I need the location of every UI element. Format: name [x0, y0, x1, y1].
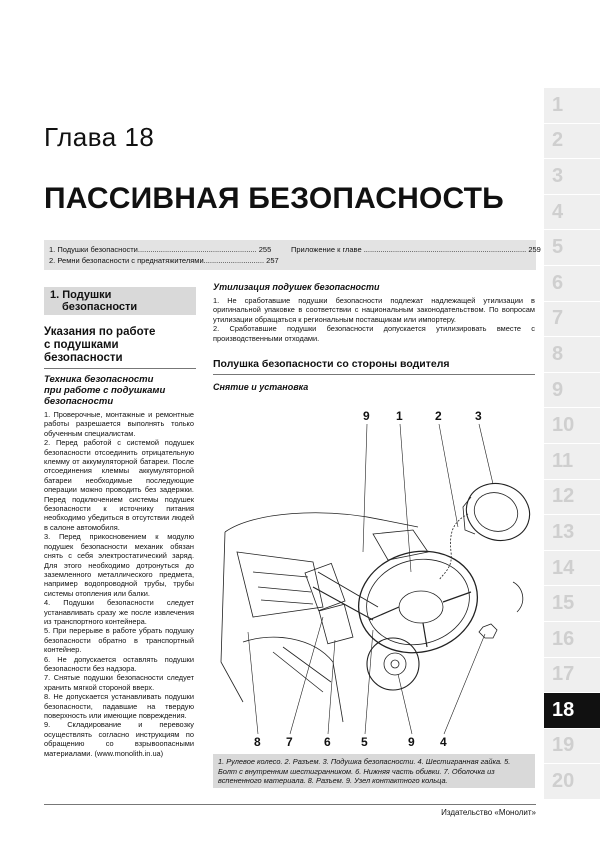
section-title-line: безопасности — [62, 301, 138, 313]
paragraph: 1. Не сработавшие подушки безопасности подлежат надлежащей утилизации в оригинальной упаковке в соответствии с национальным законодательством. По вопросам утилизации обращаться к региональным поставщикам или импортеру. — [213, 296, 535, 324]
disposal-section — [213, 282, 535, 343]
hex-nut — [479, 624, 497, 638]
paragraph: 9. Складирование и перевозку осуществлять согласно инструкциям по обращению со взрывоопасными материалами. (www.monolith.in.ua) — [44, 720, 194, 758]
section-title-line: 1. Подушки — [50, 289, 112, 301]
toc-item-page: 255 — [258, 245, 272, 254]
paragraph: 3. Перед прикосновением к модулю подушек безопасности механик обязан снять с себя электростатический заряд. Для этого необходимо дотронуться до заземленного металлического предмета, например водопроводной трубы, трубы системы отопления или балки. — [44, 532, 194, 598]
chapter-tab[interactable]: 8 — [544, 337, 600, 373]
stalk-switch — [513, 582, 523, 612]
disposal-heading: Утилизация подушек безопасности — [213, 282, 380, 292]
chapter-tab[interactable]: 20 — [544, 764, 600, 800]
heading-line: безопасности — [44, 352, 123, 364]
paragraph: 6. Не допускается оставлять подушки безопасности без надзора. — [44, 654, 194, 673]
subheading-line: при работе с подушками — [44, 385, 166, 396]
steering-wheel-rim — [347, 538, 489, 666]
heading-line: Указания по работе — [44, 326, 156, 338]
dashboard-outline — [225, 513, 418, 532]
divider — [44, 368, 196, 369]
chapter-tab[interactable]: 9 — [544, 373, 600, 409]
figure-caption: 1. Рулевое колесо. 2. Разъем. 3. Подушка безопасности. 4. Шестигранная гайка. 5. Болт с внутренним шестигранником. 6. Нижняя часть обивки. 7. Оболочка из вспененного материала. 8. Разъем. 9. Узел контактного кольца. — [213, 754, 535, 788]
chapter-tab[interactable]: 4 — [544, 195, 600, 231]
chapter-tab[interactable]: 2 — [544, 124, 600, 160]
chapter-tab[interactable]: 10 — [544, 408, 600, 444]
safety-instructions — [44, 410, 194, 758]
paragraph: 2. Сработавшие подушки безопасности допускается утилизировать вместе с производственными отходами. — [213, 324, 535, 343]
contact-ring — [384, 653, 406, 675]
paragraph: 7. Снятые подушки безопасности следует хранить мягкой стороной вверх. — [44, 673, 194, 692]
leader-line — [439, 424, 458, 527]
subheading-line: безопасности — [44, 396, 114, 407]
callout-number: 7 — [286, 735, 293, 749]
heading-line: с подушками — [44, 339, 119, 351]
chapter-tab[interactable]: 14 — [544, 551, 600, 587]
leader-line — [479, 424, 493, 484]
toc-item[interactable] — [49, 245, 271, 254]
steering-wheel-airbag-diagram — [213, 402, 535, 754]
column-shroud-lower — [319, 604, 353, 644]
divider — [213, 374, 535, 375]
chapter-tab[interactable]: 19 — [544, 729, 600, 765]
leader-line — [444, 634, 485, 734]
removal-heading: Снятие и установка — [213, 382, 309, 392]
left-heading — [44, 326, 196, 369]
callout-number: 9 — [363, 409, 370, 423]
paragraph: 8. Не допускается устанавливать подушки безопасности, падавшие на твердую поверхность или имеющие повреждения. — [44, 692, 194, 720]
callout-number: 3 — [475, 409, 482, 423]
callout-number: 8 — [254, 735, 261, 749]
toc-item-text: Приложение к главе .............................................................................. — [291, 245, 527, 254]
steering-wheel-hub — [399, 591, 443, 623]
leader-line — [363, 424, 367, 552]
callout-number: 1 — [396, 409, 403, 423]
footer-divider — [44, 804, 536, 805]
chapter-tab[interactable]: 13 — [544, 515, 600, 551]
paragraph: 5. При перерыве в работе убрать подушку безопасности обратно в транспортный контейнер. — [44, 626, 194, 655]
section-title-box — [44, 287, 196, 315]
toc-item-page: 257 — [266, 256, 279, 265]
instrument-panel — [237, 552, 323, 617]
chapter-tab[interactable]: 7 — [544, 302, 600, 338]
leader-line — [400, 424, 411, 572]
toc-item[interactable] — [291, 245, 541, 254]
chapter-toc — [44, 240, 541, 270]
contact-ring-inset — [367, 638, 419, 690]
leader-line — [290, 617, 323, 734]
toc-item-number: 2. — [49, 256, 56, 265]
left-subheading — [44, 374, 196, 407]
toc-item[interactable] — [49, 256, 279, 265]
leader-line — [398, 674, 412, 734]
leader-line — [248, 632, 258, 734]
toc-item-number: 1. — [49, 245, 56, 254]
paragraph: 4. Подушки безопасности следует устанавливать сразу же после извлечения из транспортного контейнера. — [44, 598, 194, 626]
publisher-label: Издательство «Монолит» — [441, 808, 536, 817]
connector-cable — [439, 514, 468, 580]
chapter-tab[interactable]: 6 — [544, 266, 600, 302]
callout-number: 6 — [324, 735, 331, 749]
callout-number: 2 — [435, 409, 442, 423]
lower-trim — [273, 647, 331, 692]
airbag-module-cover — [469, 487, 523, 538]
airbag-module — [458, 475, 535, 550]
chapter-tab[interactable]: 5 — [544, 230, 600, 266]
callout-number: 5 — [361, 735, 368, 749]
paragraph: 1. Проверочные, монтажные и ремонтные работы разрешается выполнять только обученным специалистам. — [44, 410, 194, 438]
driver-airbag-heading: Полушка безопасности со стороны водителя — [213, 358, 450, 370]
toc-item-page: 259 — [528, 245, 541, 254]
driver-airbag-heading-block — [213, 358, 535, 393]
chapter-tab-active[interactable]: 18 — [544, 693, 600, 729]
toc-item-text: Подушки безопасности......................................................... — [57, 245, 257, 254]
chapter-tabs — [544, 88, 600, 800]
leader-line — [328, 640, 335, 734]
paragraph: 2. Перед работой с системой подушек безопасности отсоединить отрицательную клемму от аккумуляторной батареи. После отсоединения клеммы аккумуляторной батареи необходимые последующие операции можно проводить без задержки. Перед подключением системы подушек безопасности к источнику питания необходимо убедиться в отсутствии людей в салоне автомобиля. — [44, 438, 194, 532]
chapter-title: ПАССИВНАЯ БЕЗОПАСНОСТЬ — [44, 182, 504, 215]
contact-ring-center — [391, 660, 399, 668]
dashboard-outline — [221, 532, 243, 702]
panel-lines — [253, 572, 313, 604]
chapter-tab[interactable]: 11 — [544, 444, 600, 480]
callout-number: 9 — [408, 735, 415, 749]
chapter-tab[interactable]: 3 — [544, 159, 600, 195]
chapter-label: Глава 18 — [44, 122, 155, 152]
callout-number: 4 — [440, 735, 447, 749]
chapter-tab[interactable]: 1 — [544, 88, 600, 124]
chapter-tab[interactable]: 17 — [544, 658, 600, 694]
chapter-tab[interactable]: 16 — [544, 622, 600, 658]
subheading-line: Техника безопасности — [44, 374, 154, 385]
chapter-tab[interactable]: 12 — [544, 480, 600, 516]
chapter-tab[interactable]: 15 — [544, 586, 600, 622]
toc-item-text: Ремни безопасности с преднатяжителями............................. — [57, 256, 265, 265]
leader-line — [365, 630, 373, 734]
